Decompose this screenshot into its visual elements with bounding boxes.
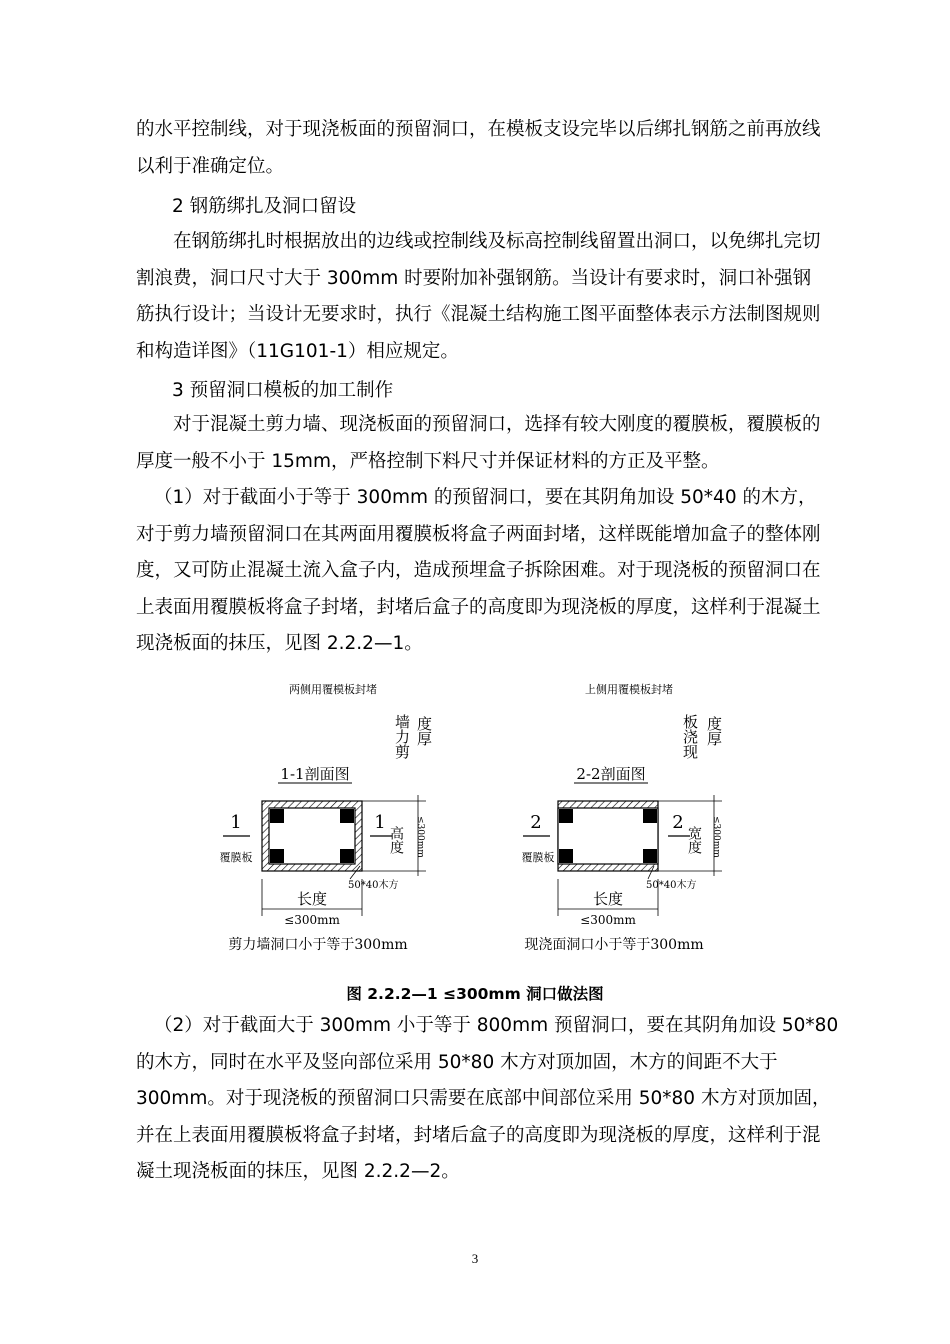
text-line: 凝土现浇板面的抹压，见图 2.2.2—2。 — [136, 1161, 460, 1182]
text-line: 对于混凝土剪力墙、现浇板面的预留洞口，选择有较大刚度的覆膜板，覆膜板的 — [173, 414, 821, 435]
timber-block — [270, 849, 284, 863]
left-diagram — [220, 682, 434, 953]
left-top-note: 两侧用覆模板封堵 — [289, 683, 377, 696]
text-line: 厚度一般不小于 15mm，严格控制下料尺寸并保证材料的方正及平整。 — [136, 450, 720, 472]
right-vertical-b: 度厚 — [705, 716, 723, 746]
hole-detail-figure — [200, 676, 760, 966]
text-line: 对于剪力墙预留洞口在其两面用覆膜板将盒子两面封堵，这样既能增加盒子的整体刚 — [136, 523, 821, 545]
timber-block — [643, 809, 657, 823]
paragraph-item-1 — [136, 480, 840, 663]
right-diagram — [522, 682, 724, 953]
right-vertical-a: 板浇现 — [681, 714, 699, 759]
left-section-mark-right: 1 — [374, 812, 386, 833]
text-line: 筋执行设计；当设计无要求时，执行《混凝土结构施工图平面整体表示方法制图规则 — [136, 304, 821, 325]
paragraph-formwork — [136, 407, 840, 480]
section-heading-2: 2 钢筋绑扎及洞口留设 — [172, 196, 357, 217]
right-section-title: 2-2剖面图 — [576, 765, 646, 783]
text-line: 并在上表面用覆膜板将盒子封堵，封堵后盒子的高度即为现浇板的厚度，这样利于混 — [136, 1124, 821, 1146]
timber-block — [643, 849, 657, 863]
timber-block — [340, 849, 354, 863]
right-height-label: 宽度 — [686, 826, 702, 854]
left-section-title: 1-1剖面图 — [280, 765, 350, 783]
left-side-label: 覆膜板 — [219, 851, 253, 864]
right-top-note: 上侧用覆模板封堵 — [585, 683, 673, 696]
text-line: （1）对于截面小于等于 300mm 的预留洞口，要在其阴角加设 50*40 的木方， — [154, 487, 817, 508]
text-line: 的水平控制线，对于现浇板面的预留洞口，在模板支设完毕以后绑扎钢筋之前再放线 — [136, 119, 821, 140]
timber-block — [559, 809, 573, 823]
timber-block — [559, 849, 573, 863]
left-dim-mark: ≤300mm — [415, 816, 425, 858]
text-line: 以利于准确定位。 — [136, 155, 285, 177]
text-line: 割浪费，洞口尺寸大于 300mm 时要附加补强钢筋。当设计有要求时，洞口补强钢 — [136, 267, 812, 289]
right-side-label: 覆膜板 — [521, 851, 555, 864]
figure-caption: 图 2.2.2—1 ≤300mm 洞口做法图 — [346, 985, 604, 1003]
paragraph-rebar — [136, 224, 840, 370]
text-line: （2）对于截面大于 300mm 小于等于 800mm 预留洞口，要在其阴角加设 50*80 — [154, 1015, 839, 1036]
left-vertical-b: 度厚 — [415, 716, 433, 746]
right-timber-label: 50*40木方 — [646, 880, 697, 891]
timber-block — [270, 809, 284, 823]
left-section-mark: 1 — [230, 812, 242, 833]
text-line: 度，又可防止混凝土流入盒子内，造成预埋盒子拆除困难。对于现浇板的预留洞口在 — [136, 560, 821, 581]
text-line: 和构造详图》（11G101-1）相应规定。 — [136, 340, 459, 362]
left-vertical-a: 墙力剪 — [393, 714, 411, 759]
text-line: 上表面用覆膜板将盒子封堵，封堵后盒子的高度即为现浇板的厚度，这样利于混凝土 — [136, 596, 821, 618]
right-bottom-caption: 现浇面洞口小于等于300mm — [524, 937, 704, 953]
paragraph-item-2 — [136, 1008, 840, 1191]
left-bottom-caption: 剪力墙洞口小于等于300mm — [228, 937, 408, 953]
timber-block — [340, 809, 354, 823]
left-height-label: 高度 — [388, 826, 404, 854]
left-timber-label: 50*40木方 — [348, 880, 399, 891]
text-line: 300mm。对于现浇板的预留洞口只需要在底部中间部位采用 50*80 木方对顶加固， — [136, 1088, 831, 1109]
text-line: 现浇板面的抹压，见图 2.2.2—1。 — [136, 633, 423, 654]
left-length-label: 长度 — [296, 890, 328, 908]
right-section-mark: 2 — [530, 812, 542, 833]
right-section-mark-right: 2 — [672, 812, 684, 833]
text-line: 的木方，同时在水平及竖向部位采用 50*80 木方对顶加固，木方的间距不大于 — [136, 1051, 778, 1073]
paragraph-continuation — [136, 112, 840, 185]
right-length-dim: ≤300mm — [580, 913, 636, 927]
page-number: 3 — [471, 1251, 479, 1266]
section-heading-3: 3 预留洞口模板的加工制作 — [172, 380, 394, 401]
right-length-label: 长度 — [592, 890, 624, 908]
text-line: 在钢筋绑扎时根据放出的边线或控制线及标高控制线留置出洞口，以免绑扎完切 — [173, 231, 821, 252]
right-dim-mark: ≤300mm — [711, 816, 721, 858]
left-length-dim: ≤300mm — [284, 913, 340, 927]
